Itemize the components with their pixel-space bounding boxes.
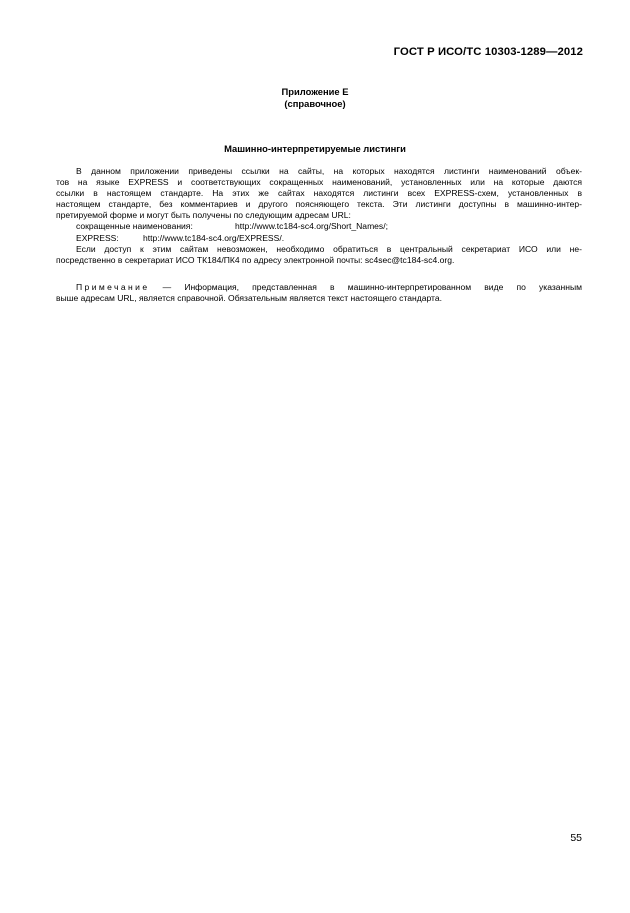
paragraph2-line-2: посредственно в секретариат ИСО ТК184/ПК4 по адресу электронной почты: sc4sec@tc184-sc4.org. bbox=[56, 254, 455, 265]
url-link-short-names[interactable]: http://www.tc184-sc4.org/Short_Names/; bbox=[235, 221, 388, 232]
paragraph1-line-5: претируемой форме и могут быть получены по следующим адресам URL: bbox=[56, 210, 351, 221]
section-title: Машинно-интерпретируемые листинги bbox=[224, 143, 406, 154]
url-link-express[interactable]: http://www.tc184-sc4.org/EXPRESS/. bbox=[143, 232, 285, 243]
page-number: 55 bbox=[570, 832, 582, 844]
annex-title: Приложение Е bbox=[281, 86, 349, 97]
body-text bbox=[56, 166, 582, 266]
annex-status: (справочное) bbox=[284, 98, 346, 109]
note-label: Примечание bbox=[76, 282, 150, 292]
paragraph2-line-1: Если доступ к этим сайтам невозможен, необходимо обратиться в центральный секретариат ИСО или не- bbox=[76, 243, 582, 254]
document-id-header: ГОСТ Р ИСО/ТС 10303-1289—2012 bbox=[393, 46, 583, 58]
url-row-express bbox=[56, 233, 582, 244]
note-block bbox=[56, 282, 582, 304]
paragraph1-line-4: настоящем стандарте, без комментариев и другого поясняющего текста. Эти листинги доступны в машинно-интер- bbox=[56, 199, 582, 210]
note-text-1: — Информация, представленная в машинно-интерпретированном виде по указанным bbox=[149, 282, 582, 292]
paragraph1-line-3: ссылки в настоящем стандарте. На этих же сайтах находятся листинги всех EXPRESS-схем, установленных в bbox=[56, 188, 582, 199]
annex-heading bbox=[0, 86, 630, 110]
url-label-express: EXPRESS: bbox=[76, 232, 119, 243]
paragraph1-line-2: тов на языке EXPRESS и соответствующих сокращенных наименований, установленных или на которые даются bbox=[56, 177, 582, 188]
url-label-short-names: сокращенные наименования: bbox=[76, 221, 193, 232]
url-row-short-names bbox=[56, 221, 582, 232]
note-line-1 bbox=[56, 282, 582, 293]
paragraph1-line-1: В данном приложении приведены ссылки на сайты, на которых находятся листинги наименований объек- bbox=[76, 166, 582, 176]
note-line-2: выше адресам URL, является справочной. Обязательным является текст настоящего стандарта. bbox=[56, 293, 443, 304]
